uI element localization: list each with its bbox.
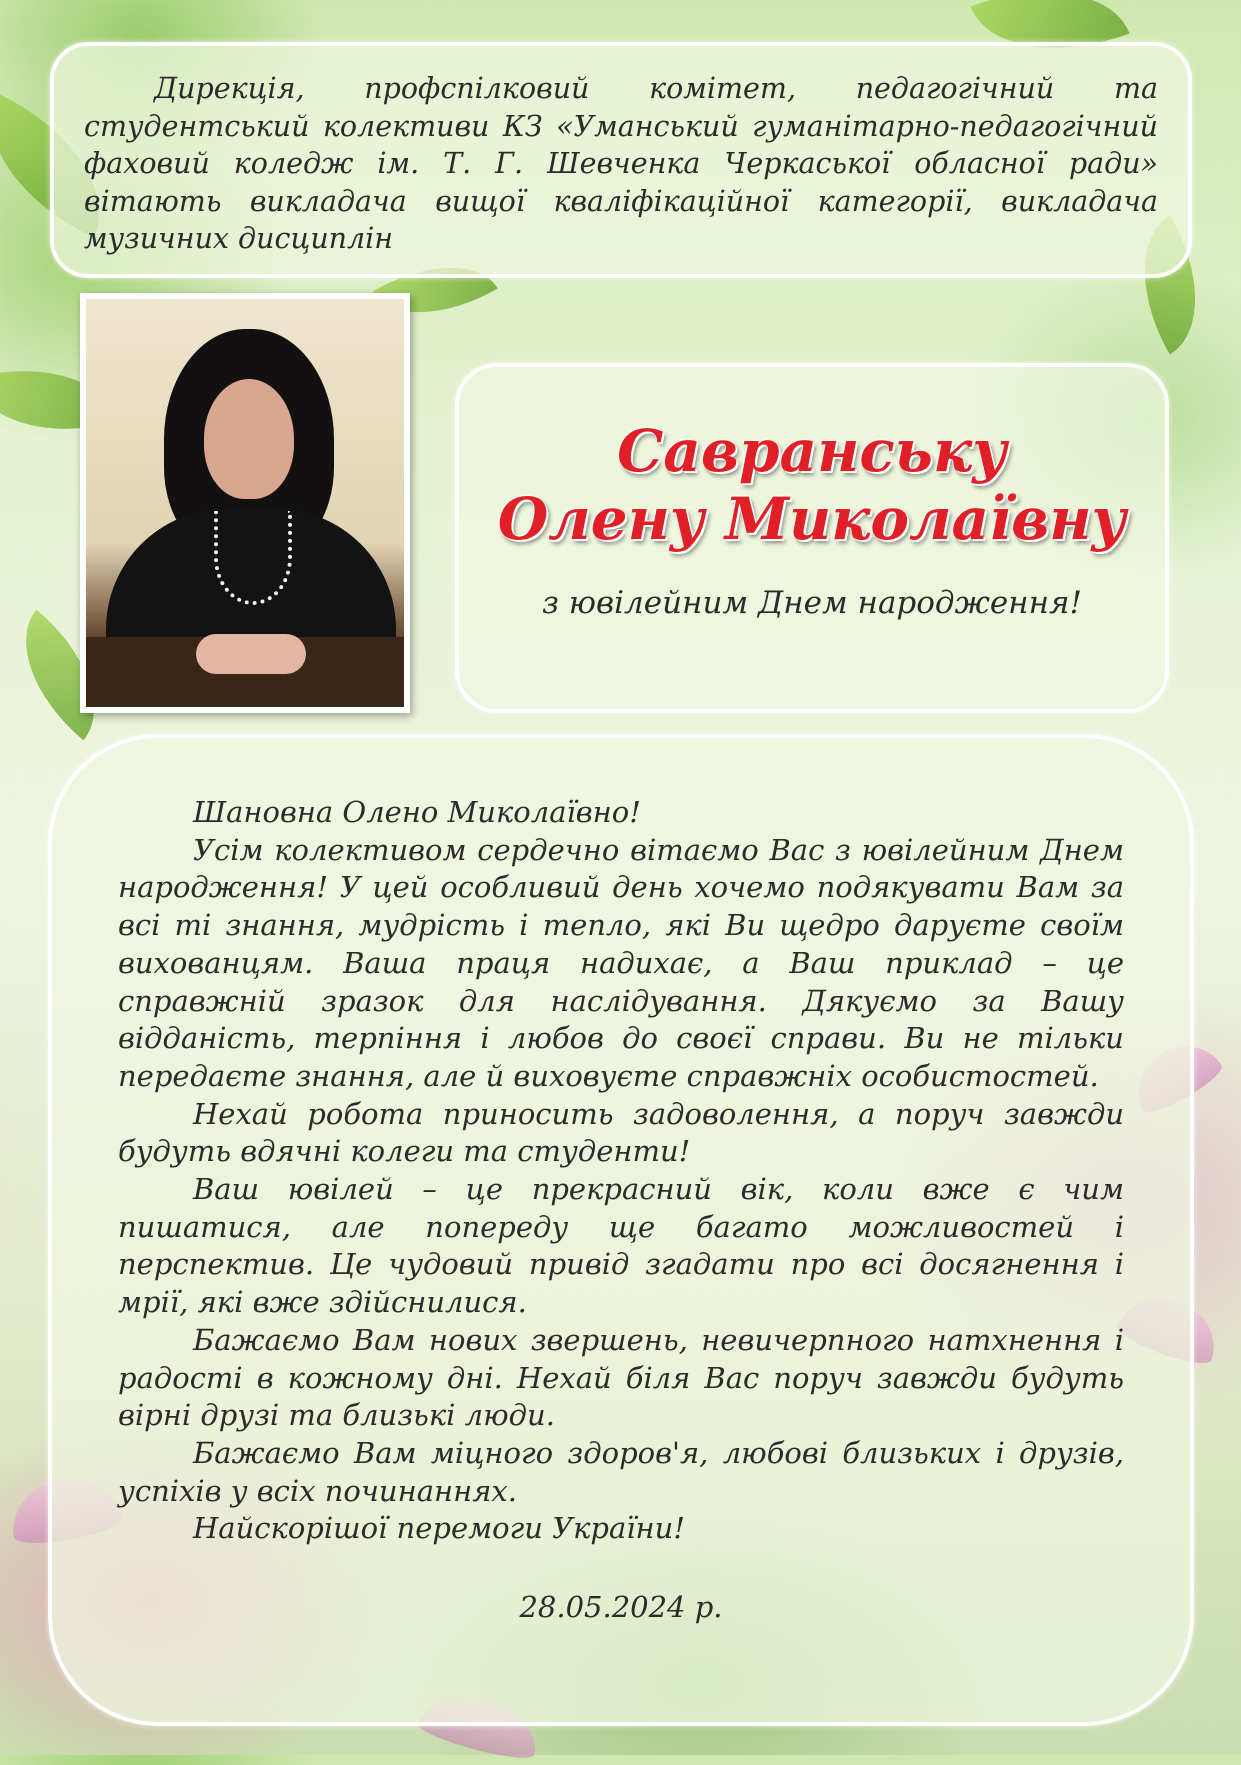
message-paragraph: Ваш ювілей – це прекрасний вік, коли вже є чим пишатися, але попереду ще багато можливостей і перспектив. Це чудовий привід згадати про всі досягнення і мрії, які вже здійснилися.	[118, 1172, 1124, 1320]
message-paragraph: Усім колективом сердечно вітаємо Вас з ювілейним Днем народження! У цей особливий день хочемо подякувати Вам за всі ті знання, мудрість і тепло, які Ви щедро даруєте своїм вихованцям. Ваша праця надихає, а Ваш приклад – це справжній зразок для наслідування. Дякуємо за Вашу відданість, терпіння і любов до своєї справи. Ви не тільки передаєте знання, але й виховуєте справжніх особистостей.	[118, 832, 1124, 1093]
portrait-hands	[196, 634, 306, 674]
portrait-photo	[86, 299, 404, 707]
message-panel	[48, 734, 1194, 1726]
message-closing: Найскорішої перемоги України!	[193, 1511, 685, 1546]
message-paragraph: Бажаємо Вам нових звершень, невичерпного натхнення і радості в кожному дні. Нехай біля Вас поруч завжди будуть вірні друзі та близькі люди.	[118, 1322, 1124, 1433]
occasion-text: з ювілейним Днем народження!	[542, 585, 1082, 621]
honoree-panel	[455, 363, 1169, 713]
message-paragraph: Нехай робота приносить задоволення, а поруч завжди будуть вдячні колеги та студенти!	[118, 1096, 1124, 1169]
message-body	[118, 794, 1124, 1548]
message-salutation: Шановна Олено Миколаївно!	[193, 795, 641, 829]
portrait-frame	[80, 293, 410, 713]
honoree-surname: Савранську	[617, 417, 1007, 485]
honoree-given-name: Олену Миколаївну	[497, 485, 1127, 553]
header-panel	[50, 42, 1192, 278]
portrait-necklace	[214, 511, 292, 605]
message-date: 28.05.2024 р.	[519, 1590, 723, 1624]
message-paragraph: Бажаємо Вам міцного здоров'я, любові близьких і друзів, успіхів у всіх починаннях.	[118, 1435, 1124, 1508]
header-text: Дирекція, профспілковий комітет, педагогічний та студентський колективи КЗ «Уманський гуманітарно-педагогічний фаховий коледж ім. Т. Г. Шевченка Черкаської обласної ради» вітають викладача вищої кваліфікаційної категорії, викладача музичних дисциплін	[84, 72, 1158, 255]
portrait-face	[204, 379, 294, 499]
